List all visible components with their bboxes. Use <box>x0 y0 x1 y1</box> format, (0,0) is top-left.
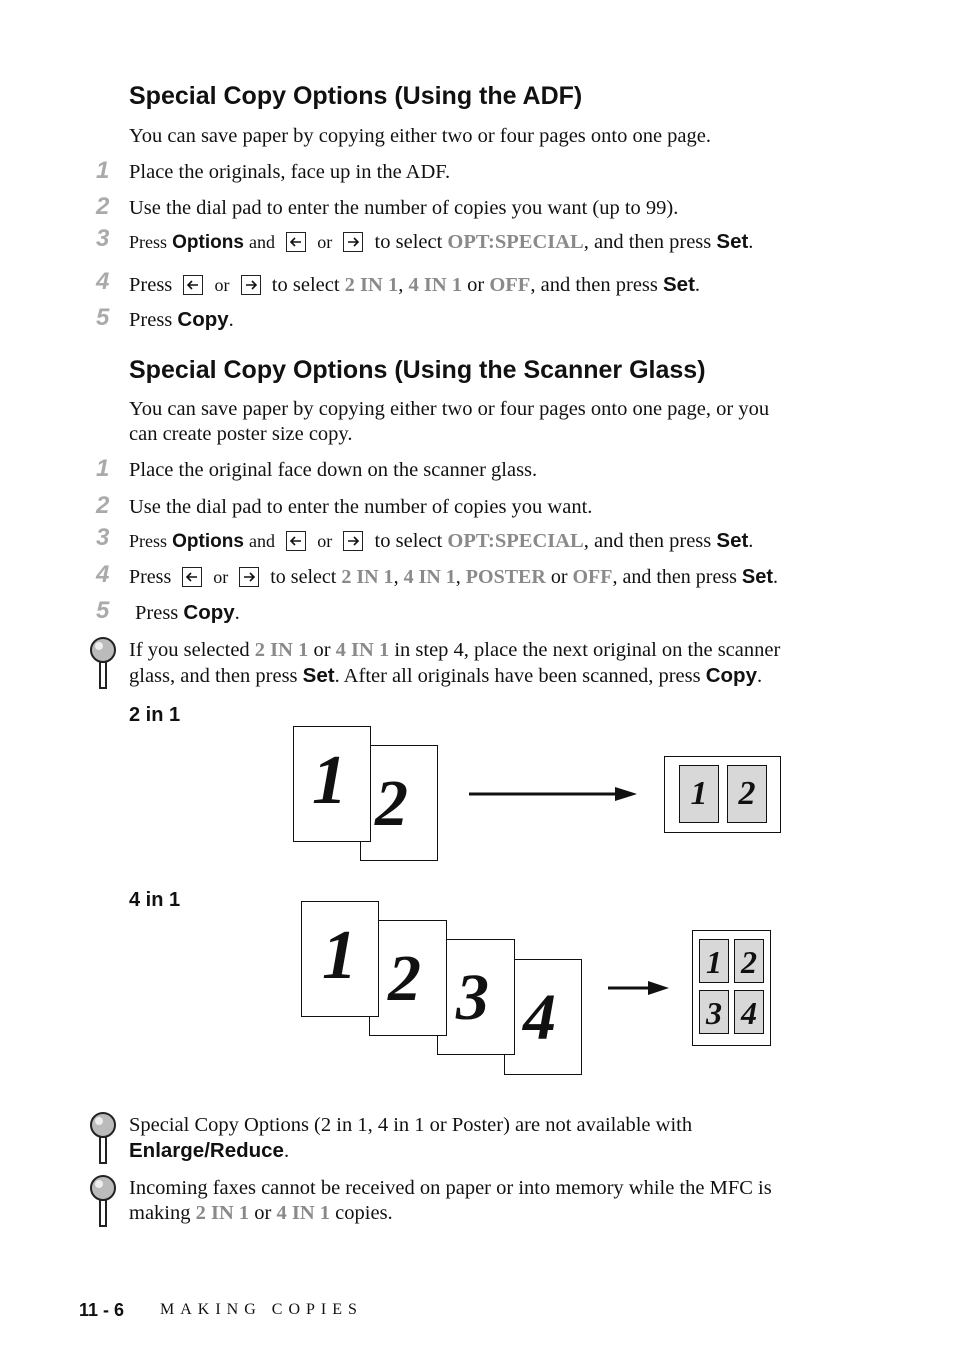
period: . <box>228 309 234 331</box>
period: . <box>756 665 763 687</box>
note-text <box>129 638 780 663</box>
note-text: Special Copy Options (2 in 1, 4 in 1 or Poster) are not available with <box>129 1114 693 1136</box>
or-word: or <box>467 274 485 296</box>
period: . <box>748 530 754 552</box>
then-press: , and then press <box>530 274 658 296</box>
section-title-adf: Special Copy Options (Using the ADF) <box>129 82 583 110</box>
note-fragment: or <box>254 1202 272 1224</box>
left-arrow-key-icon <box>183 275 203 295</box>
press-word: Press <box>135 602 179 624</box>
or-word: or <box>317 232 333 252</box>
period: . <box>748 231 754 253</box>
original-page-2 <box>360 745 438 861</box>
arrow-right-icon <box>469 784 639 804</box>
step-text <box>129 565 778 590</box>
note-fragment: . After all originals have been scanned, press <box>334 665 701 687</box>
to-select: to select <box>270 566 337 588</box>
options-key-label: Options <box>172 232 244 253</box>
note-lightbulb-icon <box>88 1174 118 1228</box>
step-number: 3 <box>96 225 110 252</box>
step-number: 4 <box>96 268 110 295</box>
step-text <box>135 600 240 626</box>
step-number: 3 <box>96 524 110 551</box>
note-text: Incoming faxes cannot be received on paper or into memory while the MFC is <box>129 1177 772 1199</box>
menu-option: 2 IN 1 <box>341 566 394 588</box>
copy-key-label: Copy <box>177 308 229 331</box>
left-arrow-key-icon <box>286 232 306 252</box>
press-word: Press <box>129 531 168 551</box>
comma: , <box>455 566 461 588</box>
period: . <box>694 274 701 296</box>
note-text <box>129 1201 393 1226</box>
or-word: or <box>213 567 229 587</box>
chapter-title: MAKING COPIES <box>160 1301 363 1318</box>
step-text <box>129 307 234 333</box>
or-word: or <box>317 531 333 551</box>
options-key-label: Options <box>172 531 244 552</box>
page-number: 11 - 6 <box>79 1300 125 1320</box>
section-intro: can create poster size copy. <box>129 423 353 445</box>
period: . <box>773 566 779 588</box>
to-select: to select <box>271 274 340 296</box>
to-select: to select <box>374 530 443 552</box>
section-title-scanner-glass: Special Copy Options (Using the Scanner Glass) <box>129 356 706 384</box>
page-number: 2 <box>375 767 408 840</box>
page-number: 4 <box>523 981 556 1054</box>
then-press: , and then press <box>583 530 712 552</box>
press-word: Press <box>129 274 173 296</box>
press-word: Press <box>129 566 172 588</box>
menu-option: 2 IN 1 <box>195 1202 250 1224</box>
menu-option: OFF <box>489 274 531 296</box>
step-number: 4 <box>96 561 110 588</box>
page-number: 1 <box>312 742 347 819</box>
left-arrow-key-icon <box>182 567 202 587</box>
right-arrow-key-icon <box>239 567 259 587</box>
comma: , <box>398 274 404 296</box>
press-word: Press <box>129 309 173 331</box>
result-page-2in1 <box>664 756 781 833</box>
period: . <box>283 1140 290 1162</box>
step-text <box>129 272 700 298</box>
note-fragment: glass, and then press <box>129 665 298 687</box>
right-arrow-key-icon <box>343 232 363 252</box>
press-word: Press <box>129 232 168 252</box>
menu-option: POSTER <box>465 566 546 588</box>
section-intro: You can save paper by copying either two or four pages onto one page. <box>129 125 712 147</box>
page-number: 2 <box>388 942 421 1015</box>
note-text <box>129 663 762 689</box>
menu-option: 2 IN 1 <box>344 274 399 296</box>
step-number: 1 <box>96 157 110 184</box>
comma: , <box>393 566 399 588</box>
step-text: Use the dial pad to enter the number of copies you want. <box>129 496 593 518</box>
original-page-1 <box>301 901 379 1017</box>
period: . <box>234 602 240 624</box>
left-arrow-key-icon <box>286 531 306 551</box>
note-lightbulb-icon <box>88 636 118 690</box>
set-key-label: Set <box>716 529 749 552</box>
menu-option: OPT:SPECIAL <box>447 231 584 253</box>
section-intro: You can save paper by copying either two or four pages onto one page, or you <box>129 398 770 420</box>
mini-page: 2 <box>734 939 764 983</box>
original-page-2 <box>369 920 447 1036</box>
right-arrow-key-icon <box>241 275 261 295</box>
note-lightbulb-icon <box>88 1111 118 1165</box>
step-text <box>129 528 753 554</box>
note-fragment: or <box>313 639 331 661</box>
menu-option: 2 IN 1 <box>254 639 309 661</box>
then-press: , and then press <box>612 566 737 588</box>
label-2-in-1: 2 in 1 <box>129 704 181 726</box>
original-page-3 <box>437 939 515 1055</box>
mini-page: 1 <box>699 939 729 983</box>
to-select: to select <box>374 231 443 253</box>
step-text: Place the original face down on the scanner glass. <box>129 459 538 481</box>
note-fragment: in step 4, place the next original on the scanner <box>394 639 781 661</box>
result-page-4in1 <box>692 930 771 1046</box>
step-text <box>129 229 753 255</box>
arrow-right-icon <box>608 978 670 998</box>
original-page-1 <box>293 726 371 842</box>
copy-key-label: Copy <box>705 664 757 687</box>
right-arrow-key-icon <box>343 531 363 551</box>
step-number: 2 <box>96 492 110 519</box>
copy-key-label: Copy <box>183 601 235 624</box>
mini-page: 3 <box>699 990 729 1034</box>
or-word: or <box>550 566 568 588</box>
set-key-label: Set <box>663 273 695 296</box>
then-press: , and then press <box>583 231 712 253</box>
menu-option: 4 IN 1 <box>403 566 456 588</box>
mini-page: 2 <box>727 765 767 823</box>
enlarge-reduce-key-label: Enlarge/Reduce <box>129 1139 284 1162</box>
step-text: Place the originals, face up in the ADF. <box>129 161 451 183</box>
menu-option: OPT:SPECIAL <box>447 530 584 552</box>
note-fragment: If you selected <box>129 639 250 661</box>
note-text <box>129 1138 289 1164</box>
step-number: 5 <box>96 304 110 331</box>
step-number: 2 <box>96 193 110 220</box>
set-key-label: Set <box>741 566 774 588</box>
step-number: 1 <box>96 455 110 482</box>
note-fragment: making <box>129 1202 191 1224</box>
original-page-4 <box>504 959 582 1075</box>
step-number: 5 <box>96 597 110 624</box>
set-key-label: Set <box>302 664 335 687</box>
menu-option: 4 IN 1 <box>335 639 390 661</box>
and-word: and <box>249 232 276 252</box>
menu-option: 4 IN 1 <box>276 1202 331 1224</box>
set-key-label: Set <box>716 230 749 253</box>
step-text: Use the dial pad to enter the number of copies you want (up to 99). <box>129 197 679 219</box>
mini-page: 1 <box>679 765 719 823</box>
label-4-in-1: 4 in 1 <box>129 889 181 911</box>
note-fragment: copies. <box>335 1202 393 1224</box>
and-word: and <box>249 531 276 551</box>
page-number: 3 <box>456 961 489 1034</box>
menu-option: 4 IN 1 <box>408 274 463 296</box>
mini-page: 4 <box>734 990 764 1034</box>
menu-option: OFF <box>572 566 613 588</box>
page-number: 1 <box>322 917 357 994</box>
or-word: or <box>214 275 230 295</box>
